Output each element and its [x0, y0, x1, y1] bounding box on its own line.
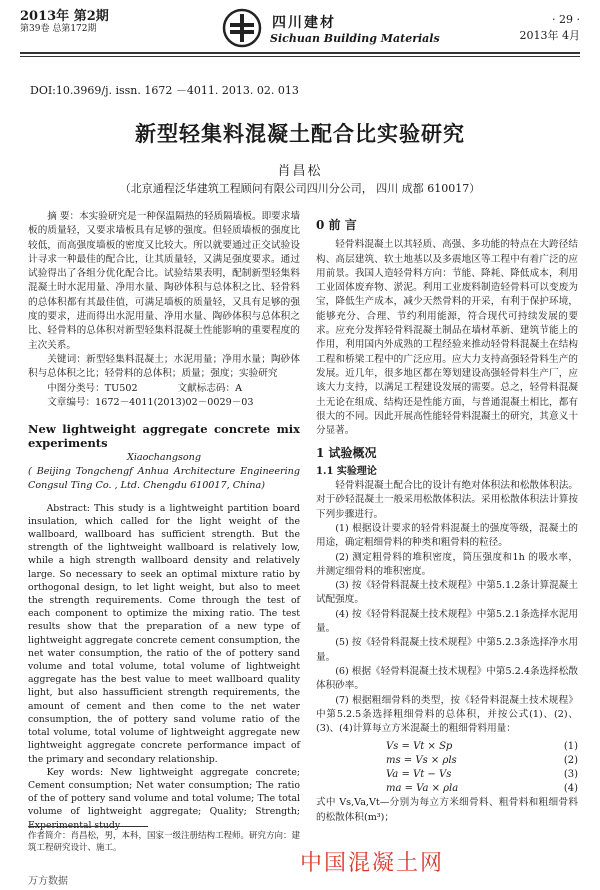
- section-0-title: 0 前 言: [316, 218, 357, 232]
- equation: Va = Vt − Vs (3): [386, 769, 578, 781]
- en-affiliation: ( Beijing Tongchengf Anhua Architecture Engineering Congsul Ting Co. , Ltd. Chengdu 610017, China): [28, 466, 300, 492]
- step-item: (4) 按《轻骨料混凝土技术规程》中第5.2.1条选择水泥用量。: [316, 608, 578, 635]
- equation: ms = Vs × ρls (2): [386, 755, 578, 767]
- wanfang-label: 万方数据: [28, 876, 68, 887]
- en-author: Xiaochangsong: [126, 451, 201, 463]
- step-item: (7) 根据粗细骨料的类型，按《轻骨料混凝土技术规程》中第5.2.5条选择粗细骨料的总体积，并按公式(1)、(2)、(3)、(4)计算每立方米混凝土的粗细骨料用量：: [316, 694, 578, 735]
- step-item: (1) 根据设计要求的轻骨料混凝土的强度等级，混凝土的用途，确定粗细骨料的种类和粗骨料的粒径。: [316, 522, 578, 549]
- page-number: · 29 ·: [552, 13, 580, 26]
- step-item: (5) 按《轻骨料混凝土技术规程》中第5.2.3条选择净水用量。: [316, 637, 578, 663]
- right-column: [316, 218, 578, 825]
- volume-label: 第39卷 总第172期: [20, 24, 97, 34]
- issue-date: 2013年 4月: [519, 29, 580, 42]
- page-info: [520, 12, 581, 44]
- issue-label: 2013年 第2期: [20, 9, 109, 24]
- header-rule-thin: [20, 56, 580, 57]
- section-1-1-title: 1.1 实验理论: [316, 465, 377, 477]
- doi: DOI:10.3969/j. issn. 1672 －4011. 2013. 02. 013: [30, 84, 299, 97]
- footnote: 作者简介：肖昌松，男，本科，国家一级注册结构工程师。研究方向：建筑工程研究设计、施工。: [28, 831, 301, 853]
- abstract-cn: 摘 要：本实验研究是一种保温隔热的轻质隔墙板。即要求墙板的质量轻，又要求墙板具有足够的强度。但轻质墙板的强度比较低，而高强度墙板的密度又比较大。所以就要通过正交试验设计寻求一种最佳的配合比，让其质量轻，又满足强度要求。通过试验得出了各组分优化配合比。试验结果表明，配制新型轻集料混凝土时水泥用量、净用水量、陶砂体积与总体积之比、轻骨料的总体积都有其最佳值，可满足墙板的质量轻，又具有足够的强度的要求，进而得出水泥用量、净用水量、陶砂体积与总体积之比、轻骨料的总体积对新型轻集料混凝土性能影响的重要程度的主次关系。: [28, 211, 300, 351]
- author: 肖昌松: [277, 164, 323, 179]
- step-item: (6) 根据《轻骨料混凝土技术规程》中第5.2.4条选择松散体积砂率。: [316, 665, 578, 692]
- affiliation: （北京通程泛华建筑工程顾问有限公司四川分公司， 四川 成都 610017）: [119, 182, 481, 195]
- section-0-text: 轻骨料混凝土以其轻质、高强、多功能的特点在大跨径结构、高层建筑、软土地基以及多震地区等工程中有着广泛的应用前景。我国人造轻骨料方向：节能、降耗、降低成本，利用工业固体废弃物、淤泥。利用工业废料制造轻骨料可以变废为宝，降低生产成本，减少天然骨料的开采，有利于保护环境，能够充分、合理、节约利用能源，符合现代可持续发展的要求。应充分发挥轻骨料混凝土制品在墙材革新、建筑节能上的作用，利用国内外成熟的工程经验来推动轻骨料混凝土在结构工程和桥梁工程中的广泛应用。应大力支持高强轻骨料生产的发展。近几年，很多地区都在筹划建设高强轻骨料生产厂，应该大力支持，以满足工程建设发展的需要。总之，轻骨料混凝土无论在组成、结构还是性能方面，与普通混凝土相比，都有很大的不同。因此开展高性能轻骨料混凝土的研究，其意义十分显著。: [316, 239, 578, 437]
- article-number: 文章编号：1672－4011(2013)02－0029－03: [47, 396, 254, 408]
- en-abstract: Abstract: This study is a lightweight partition board insulation, which called for the light weight of the wallboard, wallboard has sufficient strength. But the strength of the lightweight wallboard is relatively low, while a high strength wallboard density and relatively large. So necessary to seek an optimal mixture ratio by orthogonal design, to let light weight, but also to meet the strength requirements. Come through the test of each component to optimize the mixing ratio. The test results show that the preparation of a new type of lightweight aggregate concrete cement consumption, the net water consumption, the ratio of the of pottery sand volume and total volume, total volume of lightweight aggregate has the best value to meet wallboard quality light, but also hassufficient strength requirements, the amount of cement and then come to the net water consumption, the of pottery sand volume ratio of the total volume, total volume of lightweight aggregate new lightweight aggregate concrete performance impact of the primary and secondary relationship.: [28, 502, 300, 765]
- section-1-1-text: 轻骨料混凝土配合比的设计有绝对体积法和松散体积法。对于砂轻混凝土一般采用松散体积法。采用松散体积法计算按下列步骤进行。: [316, 480, 578, 520]
- equation-note: 式中 Vs,Va,Vt—分别为每立方米细骨料、粗骨料和粗细骨料的松散体积(m³)；: [316, 797, 578, 823]
- header-rule: [20, 52, 580, 54]
- en-keywords: Key words: New lightweight aggregate concrete; Cement consumption; Net water consumption; The ratio of the of pottery sand volume and total volume; The total volume of lightweight aggregate; Quality; Strength; Experimental study: [28, 766, 300, 831]
- journal-name-cn: 四川建材: [272, 15, 336, 31]
- paper-title: 新型轻集料混凝土配合比实验研究: [135, 121, 465, 146]
- left-column: [28, 210, 300, 832]
- doc-code: 文献标志码：A: [177, 382, 243, 394]
- class-row: [28, 382, 300, 396]
- keywords-cn: 关键词：新型轻集料混凝土；水泥用量；净用水量；陶砂体积与总体积之比；轻骨料的总体积；质量；强度；实验研究: [28, 353, 300, 380]
- equation: ma = Va × ρla (4): [386, 783, 578, 795]
- section-1-title: 1 试验概况: [316, 446, 377, 461]
- watermark: 中国混凝土网: [300, 851, 445, 876]
- equation: Vs = Vt × Sp (1): [386, 741, 578, 753]
- en-title: New lightweight aggregate concrete mix experiments: [28, 422, 300, 451]
- class-number: 中图分类号：TU502: [47, 382, 138, 394]
- footnote-rule: [28, 826, 148, 827]
- step-item: (3) 按《轻骨料混凝土技术规程》中第5.1.2条计算混凝土试配强度。: [316, 580, 578, 606]
- journal-name-en: Sichuan Building Materials: [270, 32, 440, 45]
- issue-info: [20, 10, 109, 36]
- step-item: (2) 测定粗骨料的堆积密度，筒压强度和1h 的吸水率，并测定细骨料的堆积密度。: [316, 551, 578, 577]
- journal-logo-icon: [222, 8, 262, 48]
